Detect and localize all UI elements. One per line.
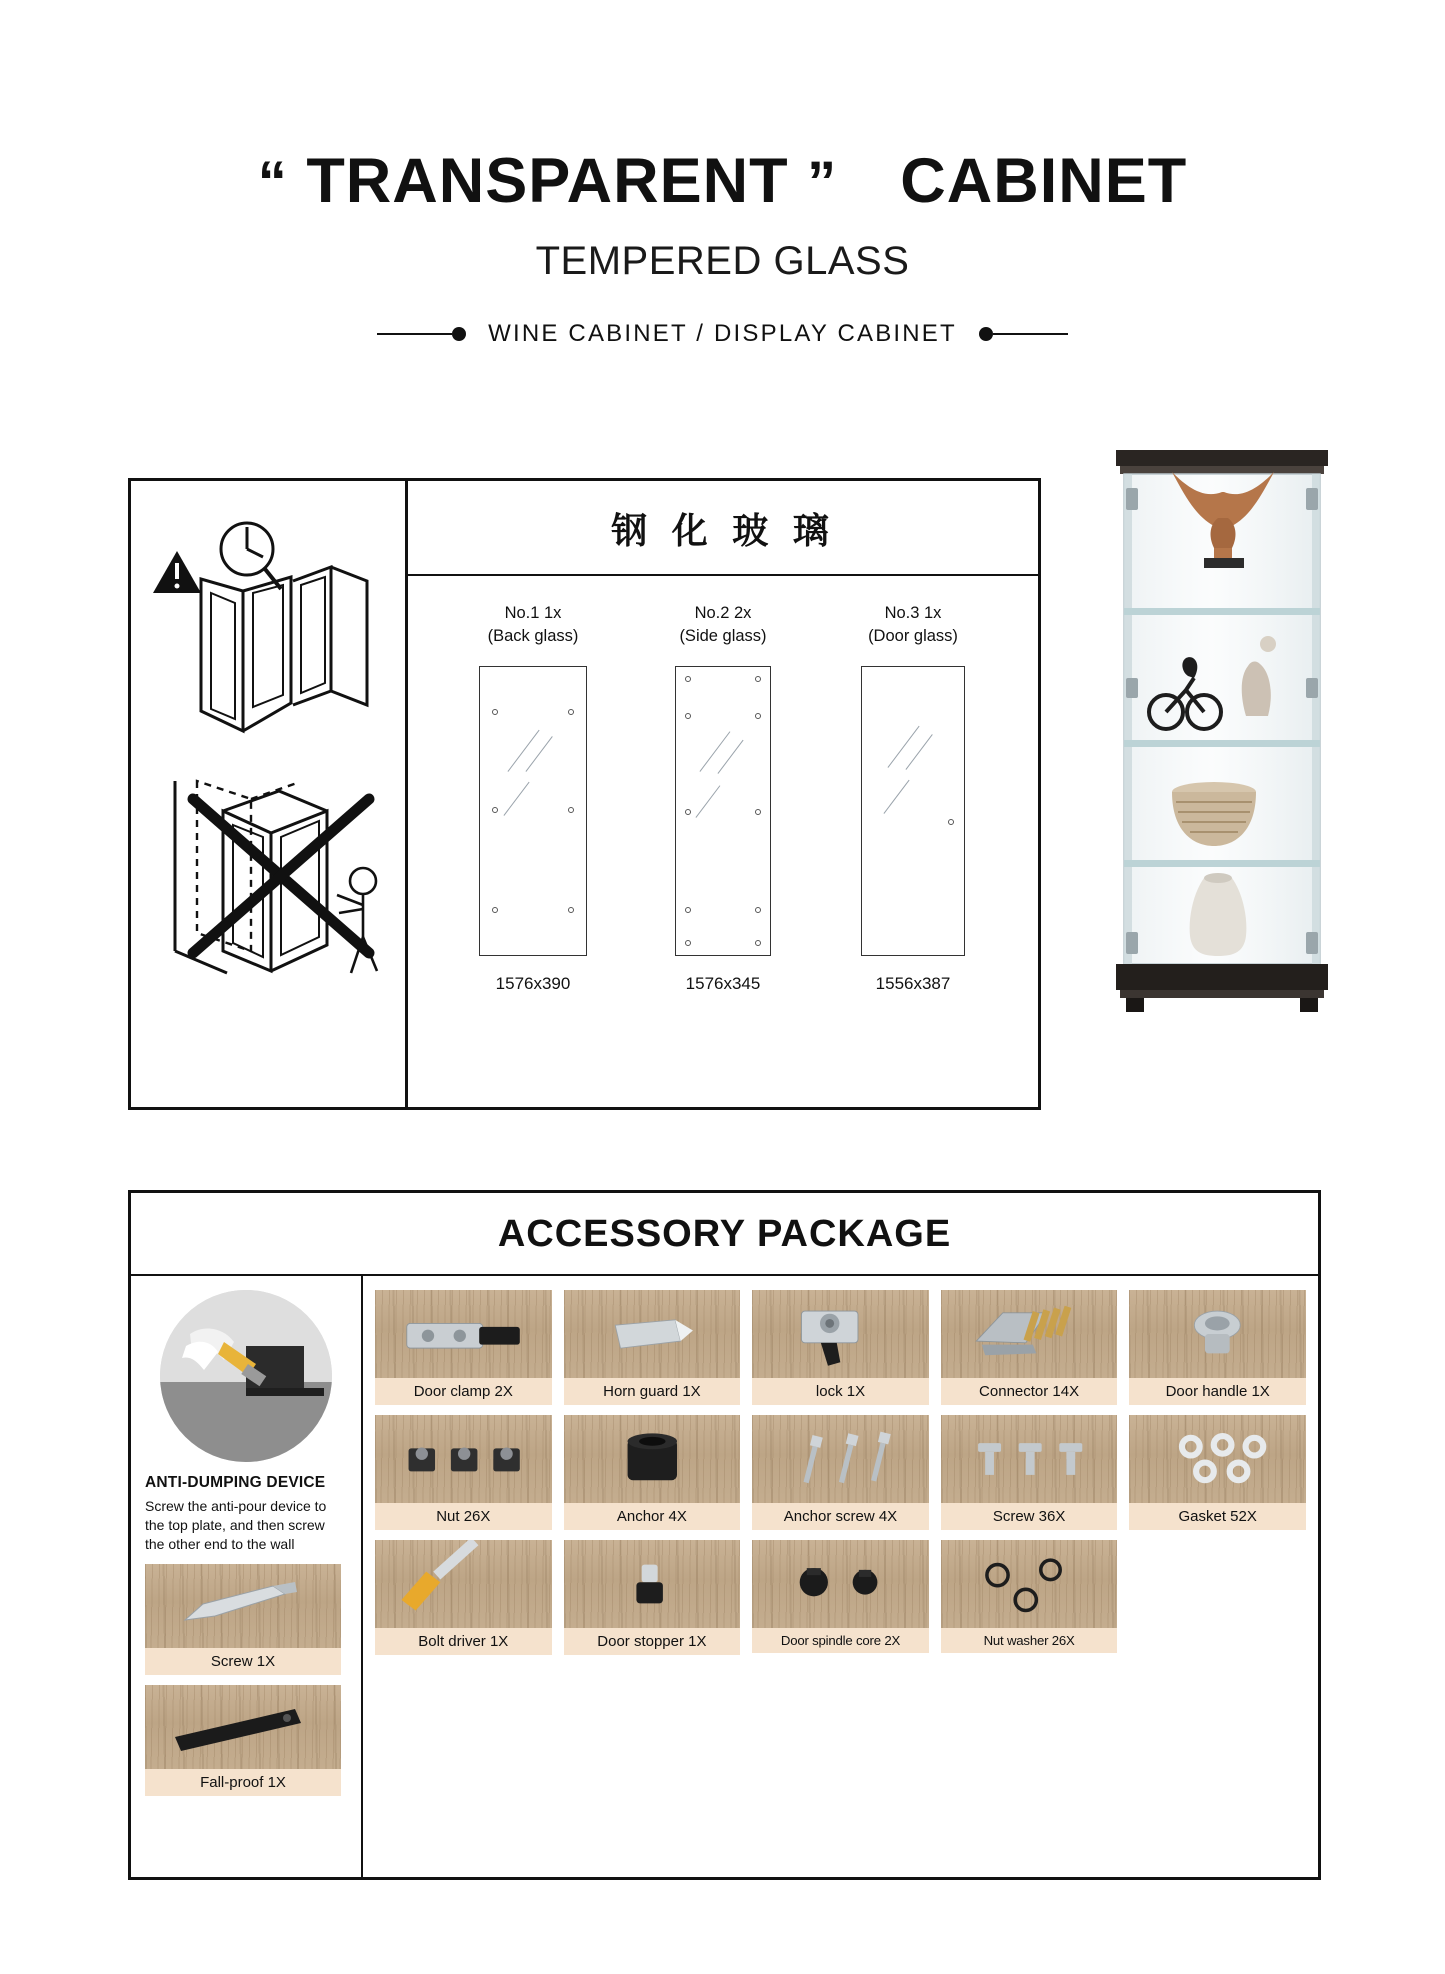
tagline-text: WINE CABINET / DISPLAY CABINET — [488, 320, 957, 347]
part-screw — [941, 1415, 1118, 1530]
glass-panel-section — [128, 478, 1041, 1110]
cabinet-product-photo — [1098, 440, 1346, 1160]
part-gasket-label: Gasket 52X — [1129, 1503, 1306, 1530]
rule-right — [993, 333, 1068, 335]
glass-pane-1 — [479, 666, 587, 956]
glass-item-3-dims: 1556x387 — [875, 974, 951, 994]
anti-dumping-item-screw — [145, 1564, 341, 1675]
glass-section-title: 钢 化 玻 璃 — [408, 481, 1038, 576]
part-gasket — [1129, 1415, 1306, 1530]
tagline-row — [0, 320, 1445, 348]
anti-dumping-screw-photo — [145, 1564, 341, 1648]
part-door-handle-label: Door handle 1X — [1129, 1378, 1306, 1405]
warning-diagram-svg — [131, 481, 409, 1107]
page-title — [0, 146, 1445, 216]
page-subtitle: TEMPERED GLASS — [535, 239, 910, 283]
part-door-spindle-core-label: Door spindle core 2X — [752, 1628, 929, 1653]
part-door-spindle-core — [752, 1540, 929, 1655]
dot-right-icon — [979, 327, 993, 341]
part-nut-label: Nut 26X — [375, 1503, 552, 1530]
part-connector-label: Connector 14X — [941, 1378, 1118, 1405]
dot-left-icon — [452, 327, 466, 341]
glass-pane-3 — [861, 666, 965, 956]
part-anchor-screw-label: Anchor screw 4X — [752, 1503, 929, 1530]
part-anchor-screw — [752, 1415, 929, 1530]
page-header — [0, 0, 1445, 348]
part-door-stopper — [564, 1540, 741, 1655]
parts-grid-column — [363, 1276, 1318, 1880]
part-nut-washer — [941, 1540, 1118, 1655]
part-anchor — [564, 1415, 741, 1530]
glass-items — [408, 576, 1038, 994]
accessory-package-title: ACCESSORY PACKAGE — [131, 1193, 1318, 1276]
part-lock — [752, 1290, 929, 1405]
glass-pane-2 — [675, 666, 771, 956]
part-bolt-driver — [375, 1540, 552, 1655]
anti-dumping-fallproof-label: Fall-proof 1X — [145, 1769, 341, 1796]
cabinet-svg — [1098, 440, 1346, 1160]
glass-item-2-desc: (Side glass) — [679, 627, 767, 646]
anti-dumping-photo — [160, 1290, 332, 1462]
part-nut-washer-label: Nut washer 26X — [941, 1628, 1118, 1653]
glass-item-2 — [628, 602, 818, 994]
anti-dumping-heading: ANTI-DUMPING DEVICE — [145, 1474, 326, 1491]
part-door-stopper-label: Door stopper 1X — [564, 1628, 741, 1655]
warning-illustrations — [131, 481, 408, 1107]
title-quote-close: ” — [807, 150, 838, 215]
accessory-package-section — [128, 1190, 1321, 1880]
part-connector — [941, 1290, 1118, 1405]
glass-item-1-name: No.1 1x — [504, 604, 562, 622]
glass-item-1-desc: (Back glass) — [487, 627, 579, 646]
part-horn-guard — [564, 1290, 741, 1405]
part-lock-label: lock 1X — [752, 1378, 929, 1405]
part-door-clamp-label: Door clamp 2X — [375, 1378, 552, 1405]
glass-item-1 — [438, 602, 628, 994]
part-screw-label: Screw 36X — [941, 1503, 1118, 1530]
part-door-clamp — [375, 1290, 552, 1405]
title-quote-open: “ — [257, 150, 288, 215]
anti-dumping-column — [131, 1276, 363, 1880]
parts-grid — [375, 1290, 1306, 1655]
anti-dumping-screw-label: Screw 1X — [145, 1648, 341, 1675]
grid-empty-slot — [1129, 1540, 1306, 1655]
part-anchor-label: Anchor 4X — [564, 1503, 741, 1530]
anti-dumping-item-fallproof — [145, 1685, 341, 1796]
part-horn-guard-label: Horn guard 1X — [564, 1378, 741, 1405]
glass-item-2-dims: 1576x345 — [685, 974, 761, 994]
glass-item-3-desc: (Door glass) — [868, 627, 958, 646]
title-tail: CABINET — [900, 146, 1188, 216]
part-bolt-driver-label: Bolt driver 1X — [375, 1628, 552, 1655]
part-door-handle — [1129, 1290, 1306, 1405]
anti-dumping-fallproof-photo — [145, 1685, 341, 1769]
glass-item-3 — [818, 602, 1008, 994]
glass-item-2-name: No.2 2x — [694, 604, 752, 622]
title-main: TRANSPARENT — [306, 146, 789, 216]
rule-left — [377, 333, 452, 335]
part-nut — [375, 1415, 552, 1530]
glass-column — [408, 481, 1038, 1107]
glass-item-3-name: No.3 1x — [884, 604, 942, 622]
anti-dumping-description: Screw the anti-pour device to the top plate, and then screw the other end to the wall — [145, 1498, 327, 1552]
warning-triangle-icon — [153, 551, 201, 593]
glass-item-1-dims: 1576x390 — [495, 974, 571, 994]
